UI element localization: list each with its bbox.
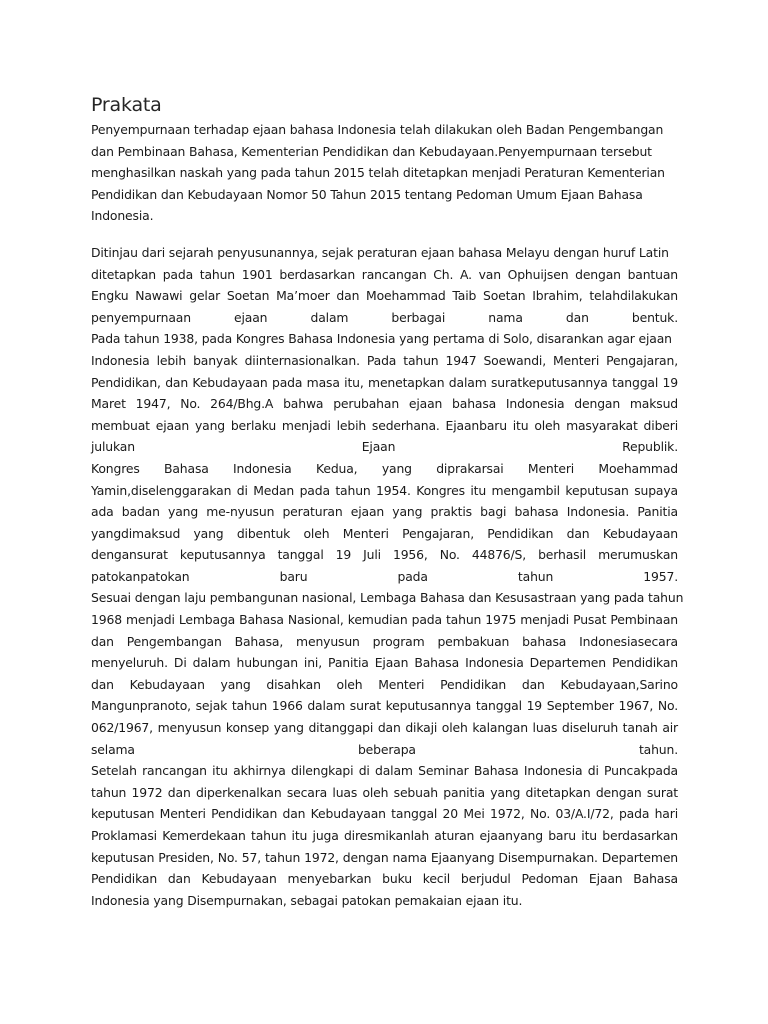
text-line: ditetapkan pada tahun 1901 berdasarkan rancangan Ch. A. van Ophuijsen dengan bantuan (91, 266, 678, 282)
text-line: Maret 1947, No. 264/Bhg.A bahwa perubahan ejaan bahasa Indonesia dengan maksud (91, 396, 678, 412)
text-line: Pendidikan dan Kebudayaan Nomor 50 Tahun 2015 tentang Pedoman Umum Ejaan Bahasa (91, 186, 643, 202)
text-line: Proklamasi Kemerdekaan tahun itu juga diresmikanlah aturan ejaanyang baru itu berdasarkan (91, 828, 678, 843)
text-line: 062/1967, menyusun konsep yang ditanggapi dan dikaji oleh kalangan luas diseluruh tanah air (91, 720, 678, 736)
text-line: keputusan Presiden, No. 57, tahun 1972, dengan nama Ejaanyang Disempurnakan. Departemen (91, 849, 678, 865)
text-line: patokanpatokan baru pada tahun 1957. (91, 568, 678, 584)
text-line: Indonesia yang Disempurnakan, sebagai patokan pemakaian ejaan itu. (91, 892, 523, 908)
text-line: Pada tahun 1938, pada Kongres Bahasa Indonesia yang pertama di Solo, disarankan agar ejaan (91, 331, 672, 347)
text-line: ada badan yang me-nyusun peraturan ejaan yang praktis bagi bahasa Indonesia. Panitia (91, 504, 678, 520)
text-line: Pendidikan, dan Kebudayaan pada masa itu, menetapkan dalam suratkeputusannya tanggal 19 (91, 374, 678, 390)
text-line: Penyempurnaan terhadap ejaan bahasa Indonesia telah dilakukan oleh Badan Pengembangan (91, 122, 664, 137)
document-title: Prakata (91, 94, 162, 116)
text-line: Indonesia lebih banyak diinternasionalkan. Pada tahun 1947 Soewandi, Menteri Pengajaran, (91, 352, 678, 368)
document-page (91, 92, 684, 911)
text-line: Ditinjau dari sejarah penyusunannya, sejak peraturan ejaan bahasa Melayu dengan huruf Latin (91, 244, 669, 260)
text-line: dan Kebudayaan yang disahkan oleh Menteri Pendidikan dan Kebudayaan,Sarino (91, 676, 678, 692)
text-line: 1968 menjadi Lembaga Bahasa Nasional, kemudian pada tahun 1975 menjadi Pusat Pembinaan (91, 612, 678, 628)
text-line: tahun 1972 dan diperkenalkan secara luas oleh sebuah panitia yang ditetapkan dengan surat (91, 784, 678, 800)
text-line: Kongres Bahasa Indonesia Kedua, yang diprakarsai Menteri Moehammad (91, 460, 678, 476)
text-line: keputusan Menteri Pendidikan dan Kebudayaan tanggal 20 Mei 1972, No. 03/A.I/72, pada hari (91, 806, 678, 822)
text-line: julukan Ejaan Republik. (91, 439, 678, 455)
text-line: Mangunpranoto, sejak tahun 1966 dalam surat keputusannya tanggal 19 September 1967, No. (91, 698, 678, 714)
text-line: dengansurat keputusannya tanggal 19 Juli 1956, No. 44876/S, berhasil merumuskan (91, 547, 678, 563)
text-line: menyeluruh. Di dalam hubungan ini, Panitia Ejaan Bahasa Indonesia Departemen Pendidikan (91, 655, 678, 671)
paragraph-spacer (91, 227, 678, 242)
text-line: Pendidikan dan Kebudayaan menyebarkan buku kecil berjudul Pedoman Ejaan Bahasa (91, 871, 678, 887)
text-line: penyempurnaan ejaan dalam berbagai nama dan bentuk. (91, 309, 678, 325)
text-line: Yamin,diselenggarakan di Medan pada tahun 1954. Kongres itu mengambil keputusan supaya (91, 482, 678, 498)
text-line: Indonesia. (91, 208, 154, 224)
text-line: dan Pengembangan Bahasa, menyusun program pembakuan bahasa Indonesiasecara (91, 633, 678, 649)
text-line: menghasilkan naskah yang pada tahun 2015 telah ditetapkan menjadi Peraturan Kementerian (91, 165, 665, 181)
text-line: selama beberapa tahun. (91, 741, 678, 757)
text-line: Setelah rancangan itu akhirnya dilengkapi di dalam Seminar Bahasa Indonesia di Puncakpada (91, 763, 678, 779)
text-line: membuat ejaan yang berlaku menjadi lebih sederhana. Ejaanbaru itu oleh masyarakat diberi (91, 417, 678, 433)
paragraph-intro (91, 119, 678, 227)
text-line: yangdimaksud yang dibentuk oleh Menteri Pengajaran, Pendidikan dan Kebudayaan (91, 525, 678, 541)
text-line: dan Pembinaan Bahasa, Kementerian Pendidikan dan Kebudayaan.Penyempurnaan tersebut (91, 143, 652, 159)
text-line: Engku Nawawi gelar Soetan Ma’moer dan Moehammad Taib Soetan Ibrahim, telahdilakukan (91, 288, 678, 304)
text-line: Sesuai dengan laju pembangunan nasional, Lembaga Bahasa dan Kesusastraan yang pada tahun (91, 590, 684, 606)
paragraph-history (91, 242, 684, 911)
